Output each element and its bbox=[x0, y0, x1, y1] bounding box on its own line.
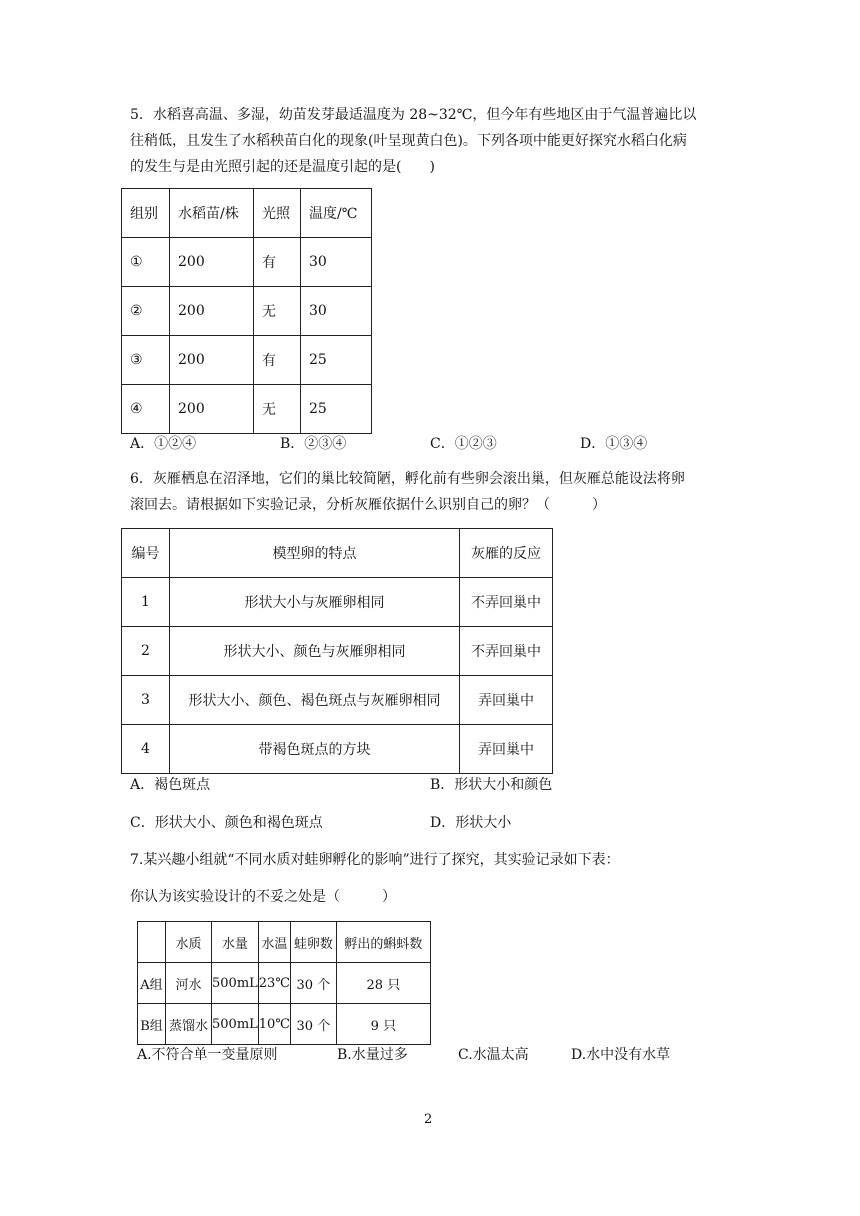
q7-line-2: 你认为该实验设计的不妥之处是（ ） bbox=[130, 889, 396, 905]
table-cell: 3 bbox=[122, 676, 170, 725]
table-row bbox=[122, 627, 553, 676]
q5-option-b: B．②③④ bbox=[280, 436, 347, 452]
table-cell: A组 bbox=[138, 963, 166, 1004]
table-row bbox=[122, 385, 372, 434]
header-cell: 水温 bbox=[258, 922, 290, 963]
header-cell: 编号 bbox=[122, 529, 170, 578]
q7-line-1: 7.某兴趣小组就“不同水质对蛙卵孵化的影响”进行了探究，其实验记录如下表： bbox=[130, 852, 620, 868]
table-header-row bbox=[138, 922, 431, 963]
q7-option-b: B.水量过多 bbox=[337, 1047, 408, 1063]
table-row bbox=[122, 238, 372, 287]
table-cell: 弄回巢中 bbox=[460, 725, 553, 774]
table-cell: 1 bbox=[122, 578, 170, 627]
table-cell: 无 bbox=[254, 385, 301, 434]
q7-table bbox=[137, 921, 431, 1045]
table-cell: 30 个 bbox=[290, 1004, 336, 1045]
q6-table bbox=[121, 528, 553, 774]
q5-table bbox=[121, 188, 372, 434]
table-cell: 形状大小、颜色、褐色斑点与灰雁卵相同 bbox=[170, 676, 460, 725]
table-cell: 25 bbox=[301, 385, 372, 434]
table-cell: 200 bbox=[170, 385, 254, 434]
header-cell: 水量 bbox=[212, 922, 259, 963]
header-cell: 组别 bbox=[122, 189, 170, 238]
table-cell: 30 个 bbox=[290, 963, 336, 1004]
table-cell: 200 bbox=[170, 336, 254, 385]
table-cell: 无 bbox=[254, 287, 301, 336]
table-row bbox=[122, 578, 553, 627]
q5-line-2: 往稍低，且发生了水稻秧苗白化的现象(叶呈现黄白色)。下列各项中能更好探究水稻白化病 bbox=[130, 133, 687, 149]
table-cell: 200 bbox=[170, 287, 254, 336]
header-cell: 温度/℃ bbox=[301, 189, 372, 238]
table-cell: 30 bbox=[301, 238, 372, 287]
table-row bbox=[122, 287, 372, 336]
header-cell: 水质 bbox=[166, 922, 212, 963]
table-cell: 不弄回巢中 bbox=[460, 578, 553, 627]
table-cell: 2 bbox=[122, 627, 170, 676]
table-cell: B组 bbox=[138, 1004, 166, 1045]
table-header-row bbox=[122, 189, 372, 238]
q6-line-2: 滚回去。请根据如下实验记录，分析灰雁依据什么识别自己的卵？（ ） bbox=[130, 497, 606, 513]
table-cell: 4 bbox=[122, 725, 170, 774]
table-row bbox=[122, 336, 372, 385]
table-cell: 弄回巢中 bbox=[460, 676, 553, 725]
q5-line-1: 5．水稻喜高温、多湿，幼苗发芽最适温度为 28~32℃，但今年有些地区由于气温普遍比以 bbox=[130, 107, 697, 123]
table-cell: ① bbox=[122, 238, 170, 287]
q7-option-c: C.水温太高 bbox=[458, 1047, 529, 1063]
table-cell: 23℃ bbox=[258, 963, 290, 1004]
q7-option-d: D.水中没有水草 bbox=[571, 1047, 671, 1063]
q6-option-b: B．形状大小和颜色 bbox=[430, 777, 553, 793]
q7-option-a: A.不符合单一变量原则 bbox=[137, 1047, 278, 1063]
q5-line-3: 的发生与是由光照引起的还是温度引起的是( ) bbox=[130, 159, 435, 175]
table-cell: 30 bbox=[301, 287, 372, 336]
q6-option-a: A．褐色斑点 bbox=[130, 777, 211, 793]
table-cell: 不弄回巢中 bbox=[460, 627, 553, 676]
q6-option-d: D．形状大小 bbox=[430, 815, 512, 831]
header-cell: 水稻苗/株 bbox=[170, 189, 254, 238]
table-row bbox=[122, 676, 553, 725]
q5-option-c: C．①②③ bbox=[430, 436, 497, 452]
table-cell: 蒸馏水 bbox=[166, 1004, 212, 1045]
table-cell: 形状大小、颜色与灰雁卵相同 bbox=[170, 627, 460, 676]
header-cell: 孵出的蝌蚪数 bbox=[336, 922, 430, 963]
table-header-row bbox=[122, 529, 553, 578]
table-row bbox=[138, 1004, 431, 1045]
header-cell: 灰雁的反应 bbox=[460, 529, 553, 578]
table-cell: 25 bbox=[301, 336, 372, 385]
header-cell: 光照 bbox=[254, 189, 301, 238]
q5-option-d: D．①③④ bbox=[580, 436, 648, 452]
table-cell: ④ bbox=[122, 385, 170, 434]
table-cell: 500mL bbox=[212, 963, 259, 1004]
table-row bbox=[138, 963, 431, 1004]
table-cell: 10℃ bbox=[258, 1004, 290, 1045]
table-cell: 有 bbox=[254, 336, 301, 385]
table-cell: 500mL bbox=[212, 1004, 259, 1045]
table-row bbox=[122, 725, 553, 774]
q6-option-c: C．形状大小、颜色和褐色斑点 bbox=[130, 815, 323, 831]
table-cell: ② bbox=[122, 287, 170, 336]
table-cell: 形状大小与灰雁卵相同 bbox=[170, 578, 460, 627]
table-cell: 28 只 bbox=[336, 963, 430, 1004]
table-cell: 9 只 bbox=[336, 1004, 430, 1045]
table-cell: 有 bbox=[254, 238, 301, 287]
header-cell: 模型卵的特点 bbox=[170, 529, 460, 578]
q5-option-a: A．①②④ bbox=[130, 436, 197, 452]
table-cell: 带褐色斑点的方块 bbox=[170, 725, 460, 774]
page-number: 2 bbox=[424, 1112, 433, 1127]
header-cell: 蛙卵数 bbox=[290, 922, 336, 963]
table-cell: ③ bbox=[122, 336, 170, 385]
table-cell: 200 bbox=[170, 238, 254, 287]
q6-line-1: 6．灰雁栖息在沼泽地，它们的巢比较简陋，孵化前有些卵会滚出巢，但灰雁总能设法将卵 bbox=[130, 471, 685, 487]
table-cell: 河水 bbox=[166, 963, 212, 1004]
header-cell bbox=[138, 922, 166, 963]
